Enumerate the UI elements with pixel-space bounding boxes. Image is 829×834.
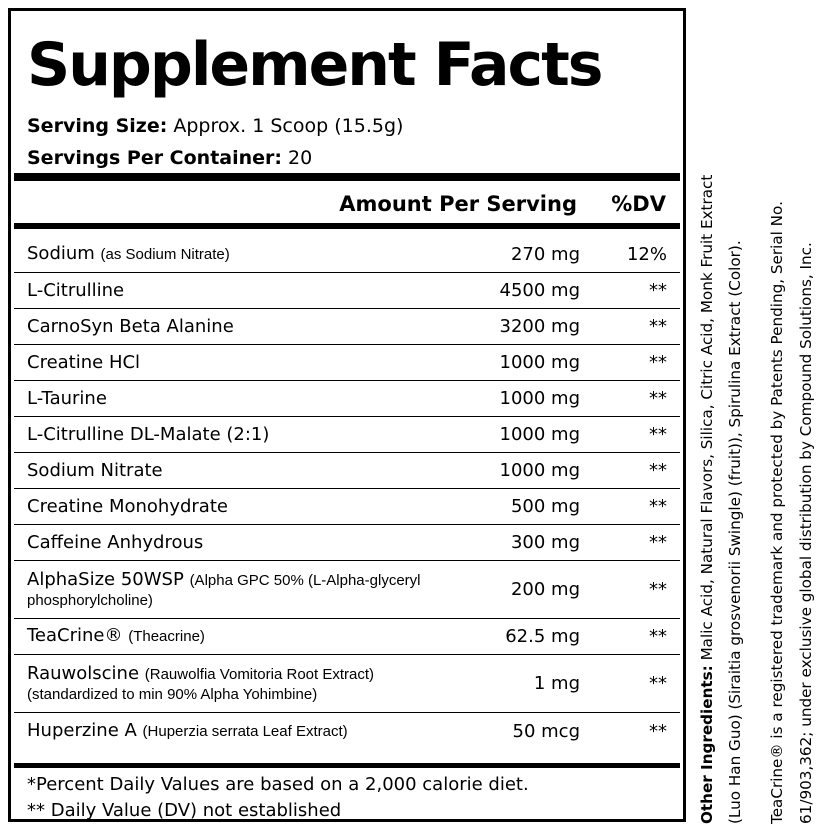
nutrient-name: TeaCrine® (Theacrine) <box>27 625 205 646</box>
table-row <box>14 417 680 453</box>
nutrient-amount: 1 mg <box>533 673 580 694</box>
nutrient-dv: ** <box>649 532 667 553</box>
daily-value-header: %DV <box>611 192 666 216</box>
other-ingredients-line-1: Other Ingredients: Malic Acid, Natural Flavors, Silica, Citric Acid, Monk Fruit Extract <box>698 174 716 824</box>
table-row <box>14 489 680 525</box>
nutrient-name: Huperzine A (Huperzia serrata Leaf Extract) <box>27 719 348 741</box>
nutrient-amount: 200 mg <box>510 579 580 600</box>
serving-size-value: Approx. 1 Scoop (15.5g) <box>167 115 404 137</box>
header-divider <box>14 223 680 229</box>
nutrient-name: Creatine HCl <box>27 351 141 373</box>
thick-divider <box>14 173 680 181</box>
nutrient-amount: 270 mg <box>510 244 580 265</box>
nutrient-dv: ** <box>649 496 667 517</box>
nutrient-dv: ** <box>649 720 667 742</box>
table-row <box>14 381 680 417</box>
serving-size-label: Serving Size: <box>27 115 168 137</box>
nutrient-name: AlphaSize 50WSP (Alpha GPC 50% (L-Alpha-glyceryl phosphorylcholine) <box>27 569 421 609</box>
nutrient-dv: ** <box>649 424 667 445</box>
nutrient-name: CarnoSyn Beta Alanine <box>27 315 234 337</box>
table-row <box>14 713 680 749</box>
panel-title: Supplement Facts <box>27 30 602 100</box>
nutrient-table <box>14 237 680 749</box>
table-row <box>14 525 680 561</box>
nutrient-name: L-Taurine <box>27 387 107 409</box>
serving-size <box>27 114 403 138</box>
dv-not-established-footnote: ** Daily Value (DV) not established <box>27 800 342 821</box>
nutrient-name: L-Citrulline DL-Malate (2:1) <box>27 423 270 445</box>
nutrient-dv: ** <box>649 460 667 481</box>
nutrient-name: Sodium (as Sodium Nitrate) <box>27 243 230 264</box>
servings-per-container-value: 20 <box>282 147 313 169</box>
table-row <box>14 237 680 273</box>
nutrient-name: Creatine Monohydrate <box>27 495 228 517</box>
nutrient-amount: 4500 mg <box>499 280 580 301</box>
nutrient-name: Caffeine Anhydrous <box>27 531 204 553</box>
table-row <box>14 619 680 655</box>
table-row <box>14 309 680 345</box>
footer-divider <box>14 763 680 768</box>
nutrient-dv: ** <box>649 673 667 694</box>
nutrient-amount: 500 mg <box>510 496 580 517</box>
nutrient-dv: ** <box>649 316 667 337</box>
amount-per-serving-header: Amount Per Serving <box>339 192 577 216</box>
nutrient-amount: 1000 mg <box>499 352 580 373</box>
nutrient-amount: 1000 mg <box>499 424 580 445</box>
supplement-facts-panel <box>8 8 686 822</box>
nutrient-amount: 1000 mg <box>499 460 580 481</box>
nutrient-name: Rauwolscine (Rauwolfia Vomitoria Root Extract) (standardized to min 90% Alpha Yohimbine) <box>27 663 375 703</box>
other-ingredients-line-2: (Luo Han Guo) (Siraitia grosvenorii Swingle) (fruit)), Spirulina Extract (Color). <box>726 240 744 824</box>
percent-dv-footnote: *Percent Daily Values are based on a 2,000 calorie diet. <box>27 774 529 795</box>
table-row <box>14 453 680 489</box>
table-row <box>14 655 680 713</box>
nutrient-dv: ** <box>649 352 667 373</box>
nutrient-amount: 62.5 mg <box>505 626 580 647</box>
nutrient-dv: ** <box>649 626 667 647</box>
nutrient-dv: ** <box>649 388 667 409</box>
nutrient-amount: 3200 mg <box>499 316 580 337</box>
nutrient-amount: 300 mg <box>510 532 580 553</box>
nutrient-amount: 1000 mg <box>499 388 580 409</box>
trademark-line-2: 61/903,362; under exclusive global distribution by Compound Solutions, Inc. <box>797 242 815 824</box>
table-row <box>14 345 680 381</box>
table-row <box>14 273 680 309</box>
nutrient-name: Sodium Nitrate <box>27 459 163 481</box>
table-row <box>14 561 680 619</box>
nutrient-dv: 12% <box>626 244 667 265</box>
servings-per-container <box>27 146 312 170</box>
nutrient-dv: ** <box>649 280 667 301</box>
other-ingredients-label: Other Ingredients: <box>698 665 716 824</box>
nutrient-amount: 50 mcg <box>512 720 580 742</box>
nutrient-dv: ** <box>649 579 667 600</box>
trademark-line-1: TeaCrine® is a registered trademark and protected by Patents Pending, Serial No. <box>768 201 786 824</box>
servings-per-container-label: Servings Per Container: <box>27 147 283 169</box>
nutrient-name: L-Citrulline <box>27 279 125 301</box>
